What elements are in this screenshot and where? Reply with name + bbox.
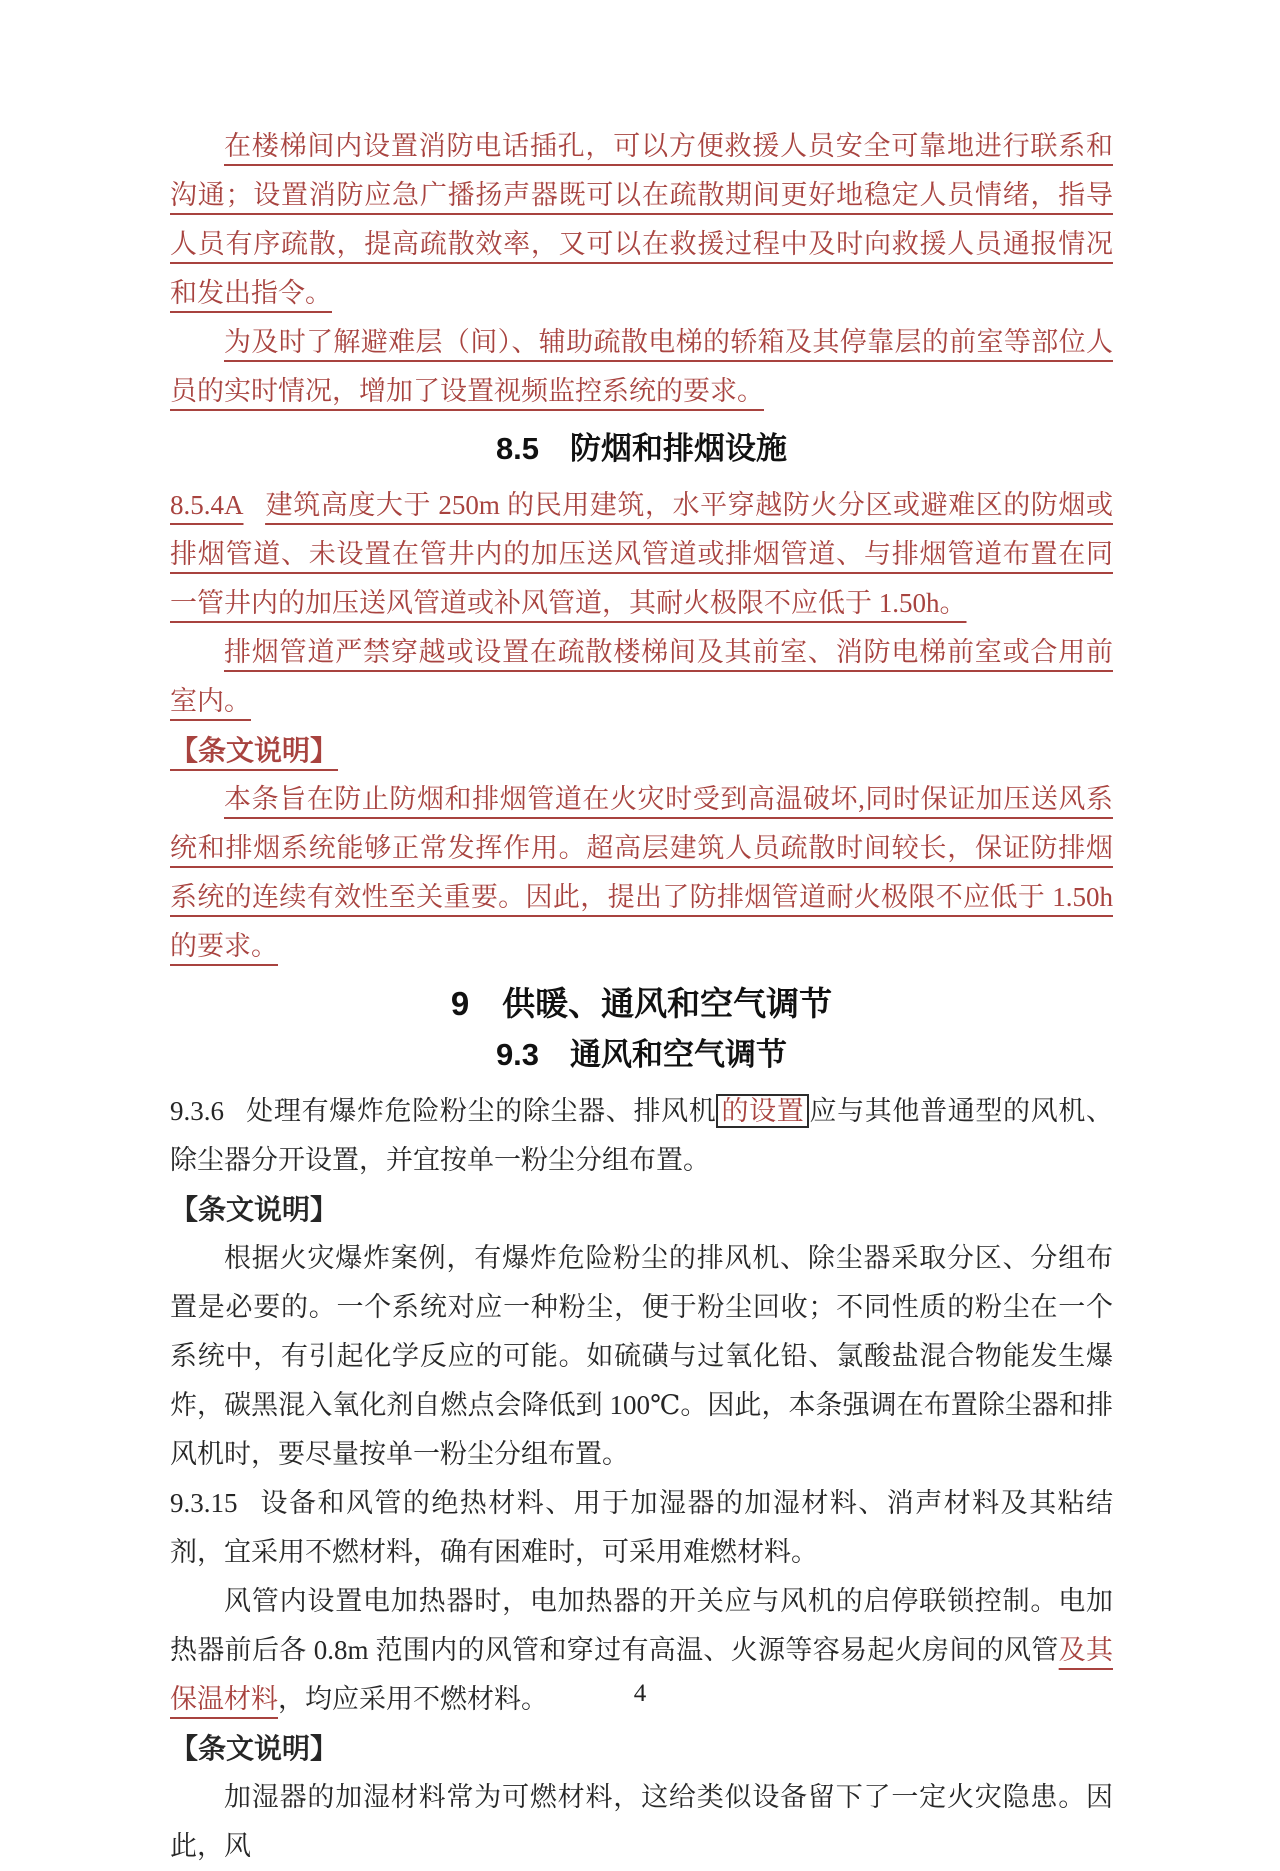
chapter-heading-9 <box>170 979 1113 1028</box>
explanation-9-3-15: 加湿器的加湿材料常为可燃材料，这给类似设备留下了一定火灾隐患。因此，风 <box>170 1782 1113 1861</box>
clause-8-5-4A-label: 8.5.4A <box>170 490 244 520</box>
clause-9-3-15-text-2-after: ，均应采用不燃材料。 <box>278 1684 548 1714</box>
revision-boxed-text: 的设置 <box>716 1094 809 1128</box>
explanation-8-5-4A: 本条旨在防止防烟和排烟管道在火灾时受到高温破坏,同时保证加压送风系统和排烟系统能够正常发挥作用。超高层建筑人员疏散时间较长，保证防排烟系统的连续有效性至关重要。因此，提出了防排烟管道耐火极限不应低于 1.50h 的要求。 <box>170 784 1113 961</box>
section-title-9-3: 通风和空气调节 <box>570 1037 788 1072</box>
intro-paragraph-2: 为及时了解避难层（间）、辅助疏散电梯的轿箱及其停靠层的前室等部位人员的实时情况，增加了设置视频监控系统的要求。 <box>170 327 1113 406</box>
clause-9-3-6-label: 9.3.6 <box>170 1096 224 1126</box>
clause-9-3-15-paragraph-1 <box>170 1479 1113 1577</box>
clause-9-3-15-text-1: 设备和风管的绝热材料、用于加湿器的加湿材料、消声材料及其粘结剂，宜采用不燃材料，确有困难时，可采用难燃材料。 <box>170 1488 1113 1567</box>
clause-8-5-4A-paragraph-1 <box>170 481 1113 628</box>
revision-underlined-text: 及其保温材料 <box>170 1635 1113 1714</box>
clause-9-3-6-paragraph <box>170 1087 1113 1185</box>
clause-8-5-4A-paragraph-2: 排烟管道严禁穿越或设置在疏散楼梯间及其前室、消防电梯前室或合用前室内。 <box>170 637 1113 716</box>
section-heading-9-3 <box>170 1030 1113 1079</box>
clause-9-3-15-text-2-before: 风管内设置电加热器时，电加热器的开关应与风机的启停联锁控制。电加热器前后各 0.8m 范围内的风管和穿过有高温、火源等容易起火房间的风管 <box>170 1586 1113 1665</box>
explanation-9-3-6: 根据火灾爆炸案例，有爆炸危险粉尘的排风机、除尘器采取分区、分组布置是必要的。一个系统对应一种粉尘，便于粉尘回收；不同性质的粉尘在一个系统中，有引起化学反应的可能。如硫磺与过氧化铅、氯酸盐混合物能发生爆炸，碳黑混入氧化剂自燃点会降低到 100℃。因此，本条强调在布置除尘器和排风机时，要尽量按单一粉尘分组布置。 <box>170 1243 1113 1469</box>
clause-9-3-15-label: 9.3.15 <box>170 1488 238 1518</box>
intro-paragraph-1: 在楼梯间内设置消防电话插孔，可以方便救援人员安全可靠地进行联系和沟通；设置消防应急广播扬声器既可以在疏散期间更好地稳定人员情绪，指导人员有序疏散，提高疏散效率，又可以在救援过程中及时向救援人员通报情况和发出指令。 <box>170 131 1113 308</box>
clause-9-3-6-text-before-box: 处理有爆炸危险粉尘的除尘器、排风机 <box>245 1096 717 1126</box>
explanation-label-9-3-6: 【条文说明】 <box>170 1194 339 1225</box>
chapter-number-9: 9 <box>450 985 470 1022</box>
clause-9-3-6-text-after-box: 应与其他普通型的风机、除尘器分开设置，并宜按单一粉尘分组布置。 <box>170 1096 1114 1175</box>
explanation-label-red: 【条文说明】 <box>170 735 339 766</box>
section-number-8-5: 8.5 <box>495 431 540 466</box>
chapter-title-9: 供暖、通风和空气调节 <box>502 985 833 1022</box>
page-number: 4 <box>633 1680 647 1707</box>
clause-8-5-4A-text-1: 建筑高度大于 250m 的民用建筑，水平穿越防火分区或避难区的防烟或排烟管道、未设置在管井内的加压送风管道或排烟管道、与排烟管道布置在同一管井内的加压送风管道或补风管道，其耐火极限不应低于 1.50h。 <box>170 490 1113 618</box>
section-heading-8-5 <box>170 424 1113 473</box>
section-title-8-5: 防烟和排烟设施 <box>570 431 788 466</box>
section-number-9-3: 9.3 <box>495 1037 540 1072</box>
explanation-label-9-3-15: 【条文说明】 <box>170 1733 339 1764</box>
